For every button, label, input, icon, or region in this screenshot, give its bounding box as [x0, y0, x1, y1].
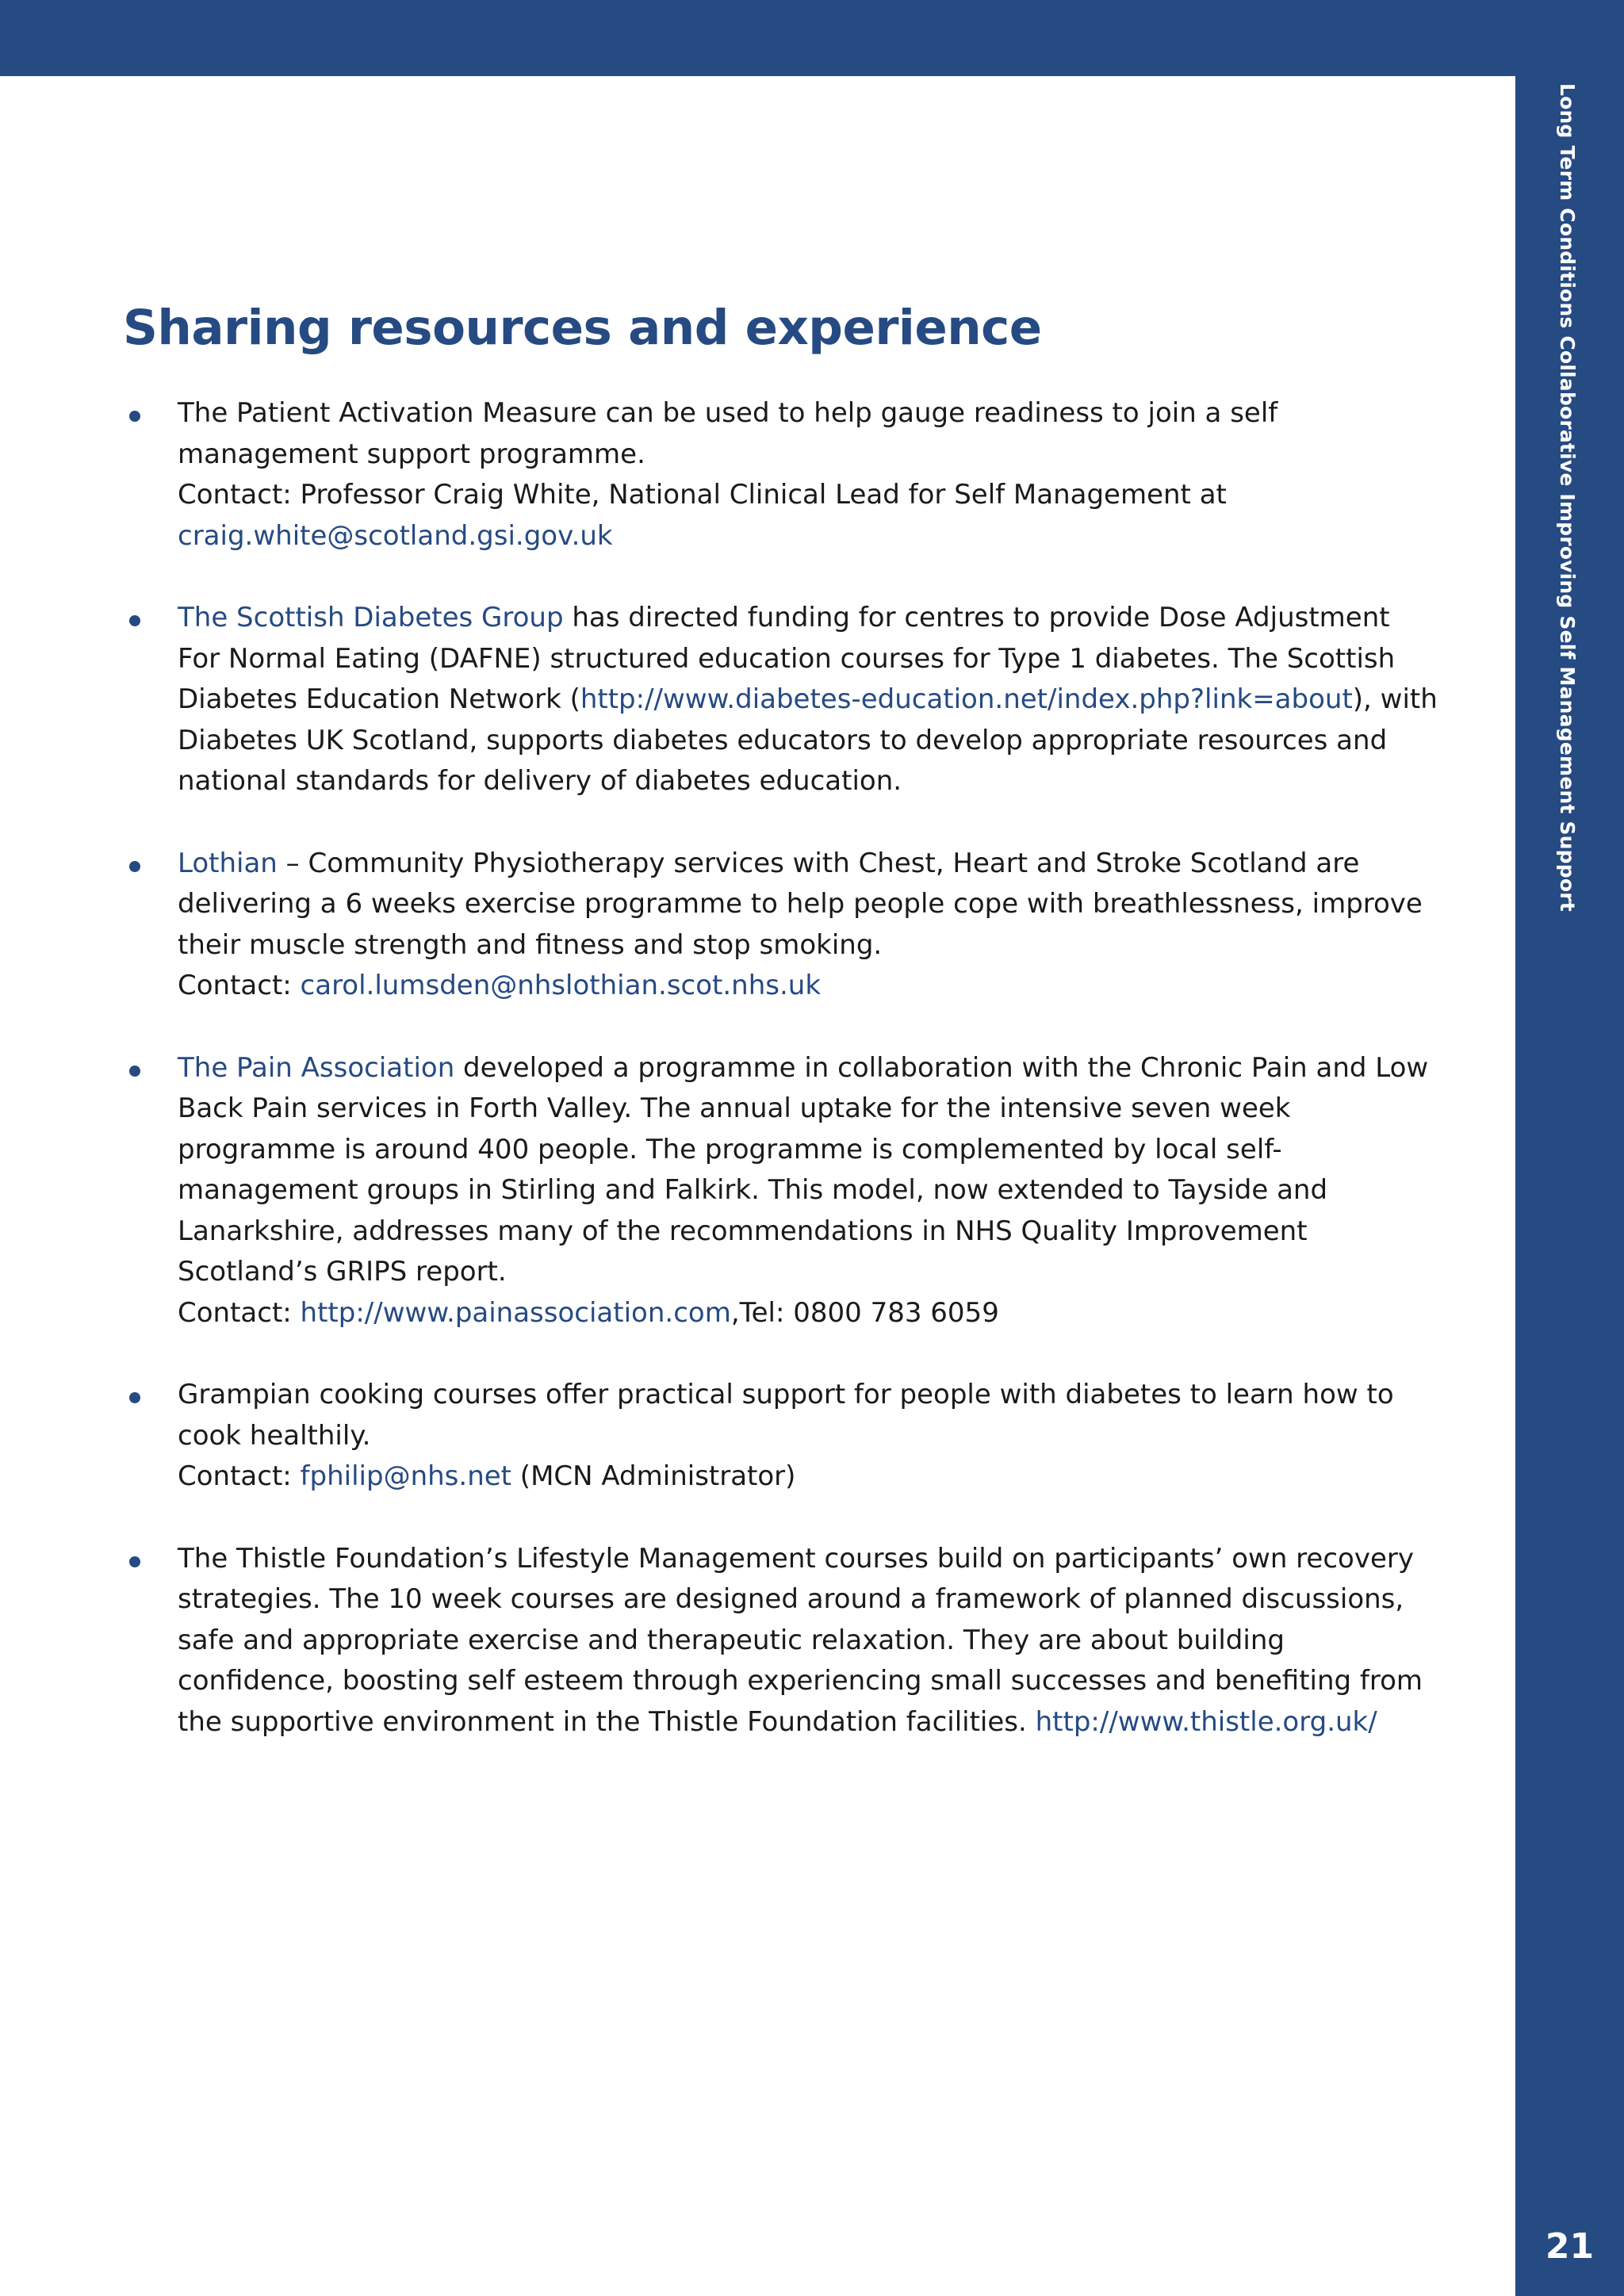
bullet-icon	[129, 615, 140, 626]
bullet-icon	[129, 1066, 140, 1077]
contact-label: Contact:	[178, 1460, 301, 1492]
email-link-carol-lumsden[interactable]: carol.lumsden@nhslothian.scot.nhs.uk	[300, 970, 822, 1001]
contact-label: Contact:	[178, 970, 301, 1001]
list-item-grampian-cooking	[123, 1375, 1439, 1498]
list-item-lothian	[123, 844, 1439, 1007]
contact-label: Contact:	[178, 1296, 301, 1329]
bullet-icon	[129, 1556, 140, 1567]
url-link-pain-association[interactable]: http://www.painassociation.com	[300, 1296, 731, 1329]
item-text: developed a programme in collaboration with the Chronic Pain and Low Back Pain services in Forth Valley. The annual uptake for the intensive seven week programme is around 400 people. The programme is complemented by local self-management groups in Stirling and Falkirk. This model, now extended to Tayside and Lanarkshire, addresses many of the recommendations in NHS Quality Improvement Scotland’s GRIPS report.	[178, 1051, 1429, 1288]
side-banner-title: Long Term Conditions Collaborative Improving Self Management Support	[1556, 83, 1579, 912]
telephone-text: ,Tel: 0800 783 6059	[730, 1296, 999, 1329]
list-item-pain-association	[123, 1048, 1439, 1334]
contact-suffix: (MCN Administrator)	[511, 1460, 796, 1492]
url-link-thistle-foundation[interactable]: http://www.thistle.org.uk/	[1035, 1705, 1377, 1738]
item-text: has directed funding for centres to provide Dose Adjustment For Normal Eating (DAFNE) structured education courses for Type 1 diabetes. The Scottish Diabetes Education Network (	[178, 602, 1396, 715]
list-item-thistle-foundation	[123, 1539, 1439, 1743]
org-name-lothian: Lothian	[178, 847, 278, 879]
item-text: The Thistle Foundation’s Lifestyle Management courses build on participants’ own recovery strategies. The 10 week courses are designed around a framework of planned discussions, safe and appropriate exercise and therapeutic relaxation. They are about building confidence, boosting self esteem through experiencing small successes and benefiting from the supportive environment in the Thistle Foundation facilities.	[178, 1542, 1423, 1738]
org-name-pain-association: The Pain Association	[178, 1051, 455, 1084]
list-item-patient-activation	[123, 393, 1439, 557]
item-text: Grampian cooking courses offer practical support for people with diabetes to learn how to cook healthily.	[178, 1379, 1394, 1452]
email-link-fphilip[interactable]: fphilip@nhs.net	[300, 1460, 511, 1492]
item-text-continued: ), with Diabetes UK Scotland, supports diabetes educators to develop appropriate resources and national standards for delivery of diabetes education.	[178, 683, 1438, 797]
page-number: 21	[1545, 2226, 1595, 2267]
resource-list	[123, 393, 1439, 1784]
org-name-scottish-diabetes-group: The Scottish Diabetes Group	[178, 602, 564, 633]
bullet-icon	[129, 1392, 140, 1403]
url-link-diabetes-education[interactable]: http://www.diabetes-education.net/index.php?link=about	[580, 683, 1353, 715]
email-link-craig-white[interactable]: craig.white@scotland.gsi.gov.uk	[178, 519, 613, 552]
bullet-icon	[129, 411, 140, 422]
contact-text: Contact: Professor Craig White, National Clinical Lead for Self Management at	[178, 479, 1227, 511]
page-heading: Sharing resources and experience	[123, 300, 1042, 356]
item-text: – Community Physiotherapy services with Chest, Heart and Stroke Scotland are delivering a 6 weeks exercise programme to help people cope with breathlessness, improve their muscle strength and fitness and stop smoking.	[178, 847, 1423, 961]
item-text: The Patient Activation Measure can be used to help gauge readiness to join a self management support programme.	[178, 397, 1278, 470]
list-item-scottish-diabetes-group	[123, 598, 1439, 802]
top-banner	[0, 0, 1624, 76]
bullet-icon	[129, 861, 140, 872]
